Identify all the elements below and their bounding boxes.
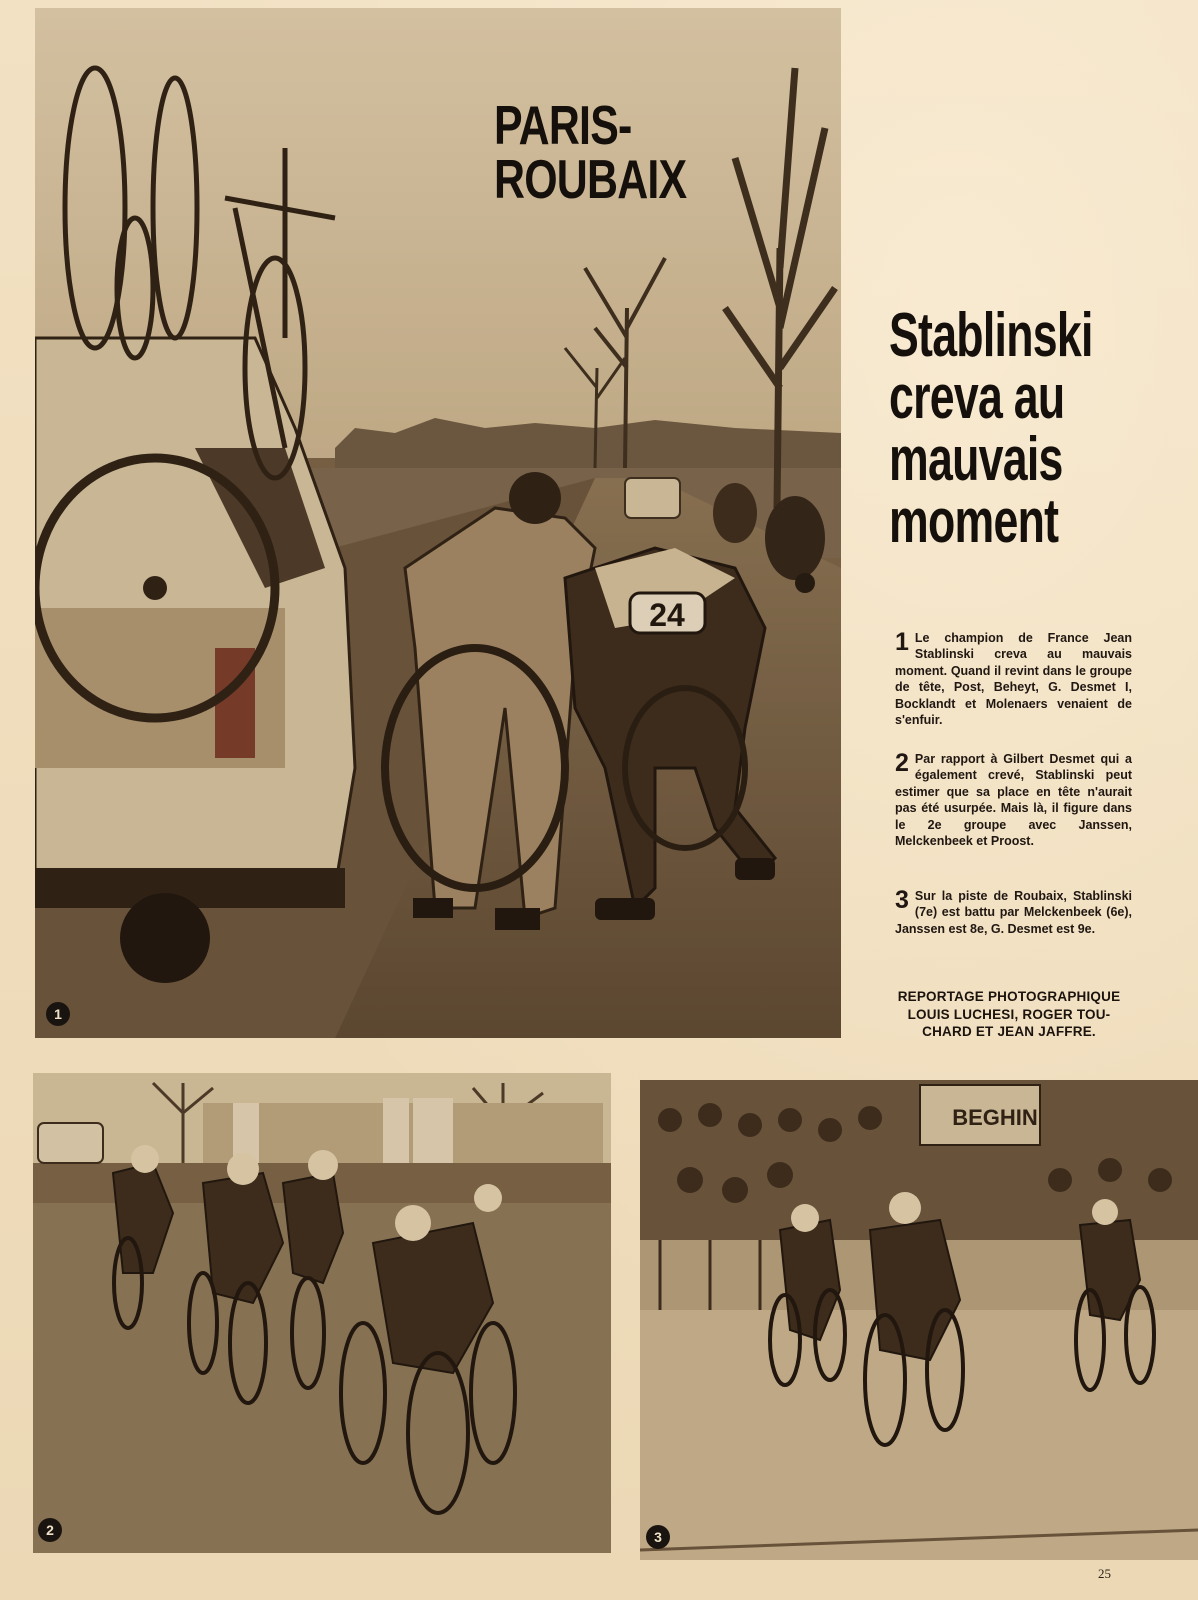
- photo-3-image: [640, 1080, 1198, 1560]
- subhead: [889, 301, 1093, 556]
- photo-1-number-badge: 1: [46, 1002, 70, 1026]
- subhead-line-4: moment: [889, 487, 1059, 556]
- caption-1-text: Le champion de France Jean Stablinski creva au mauvais moment. Quand il revint dans le groupe de tête, Post, Beheyt, G. Desmet I, Bocklandt et Molenaers venaient de s'enfuir.: [895, 631, 1132, 728]
- photo-1-image: [35, 8, 841, 1038]
- headline: [494, 94, 687, 210]
- caption-2-number: 2: [895, 749, 909, 777]
- caption-3-text: Sur la piste de Roubaix, Stablinski (7e) est battu par Melckenbeek (6e), Janssen est 8e, G. Desmet est 9e.: [895, 889, 1132, 936]
- photo-3-number-badge: 3: [646, 1525, 670, 1549]
- subhead-line-2: creva au: [889, 363, 1065, 432]
- credits-line-3: CHARD ET JEAN JAFFRE.: [922, 1024, 1096, 1039]
- subhead-line-1: Stablinski: [889, 301, 1093, 370]
- caption-3: [895, 888, 1132, 937]
- photo-2-image: [33, 1073, 611, 1553]
- caption-3-number: 3: [895, 886, 909, 914]
- photo-1-roadside-repair: [35, 8, 841, 1038]
- photo-3-velodrome-finish: [640, 1080, 1198, 1560]
- photo-2-number-badge: 2: [38, 1518, 62, 1542]
- photo-credits: [884, 988, 1134, 1041]
- page-number: 25: [1098, 1566, 1111, 1581]
- caption-1-number: 1: [895, 628, 909, 656]
- beghin-banner: BEGHIN: [952, 1105, 1038, 1130]
- bib-number: 24: [649, 597, 685, 633]
- credits-line-1: REPORTAGE PHOTOGRAPHIQUE: [897, 989, 1121, 1004]
- headline-line-2: ROUBAIX: [494, 148, 687, 210]
- credits-line-2: LOUIS LUCHESI, ROGER TOU-: [907, 1006, 1111, 1022]
- caption-2-text: Par rapport à Gilbert Desmet qui a également crevé, Stablinski peut estimer que sa place en tête n'aurait pas été usurpée. Mais là, il figure dans le 2e groupe avec Janssen, Melckenbeek et Proost.: [895, 752, 1132, 849]
- subhead-line-3: mauvais: [889, 425, 1063, 494]
- photo-2-rider-group: [33, 1073, 611, 1553]
- headline-line-1: PARIS-: [494, 94, 632, 156]
- caption-1: [895, 630, 1132, 728]
- caption-2: [895, 751, 1132, 849]
